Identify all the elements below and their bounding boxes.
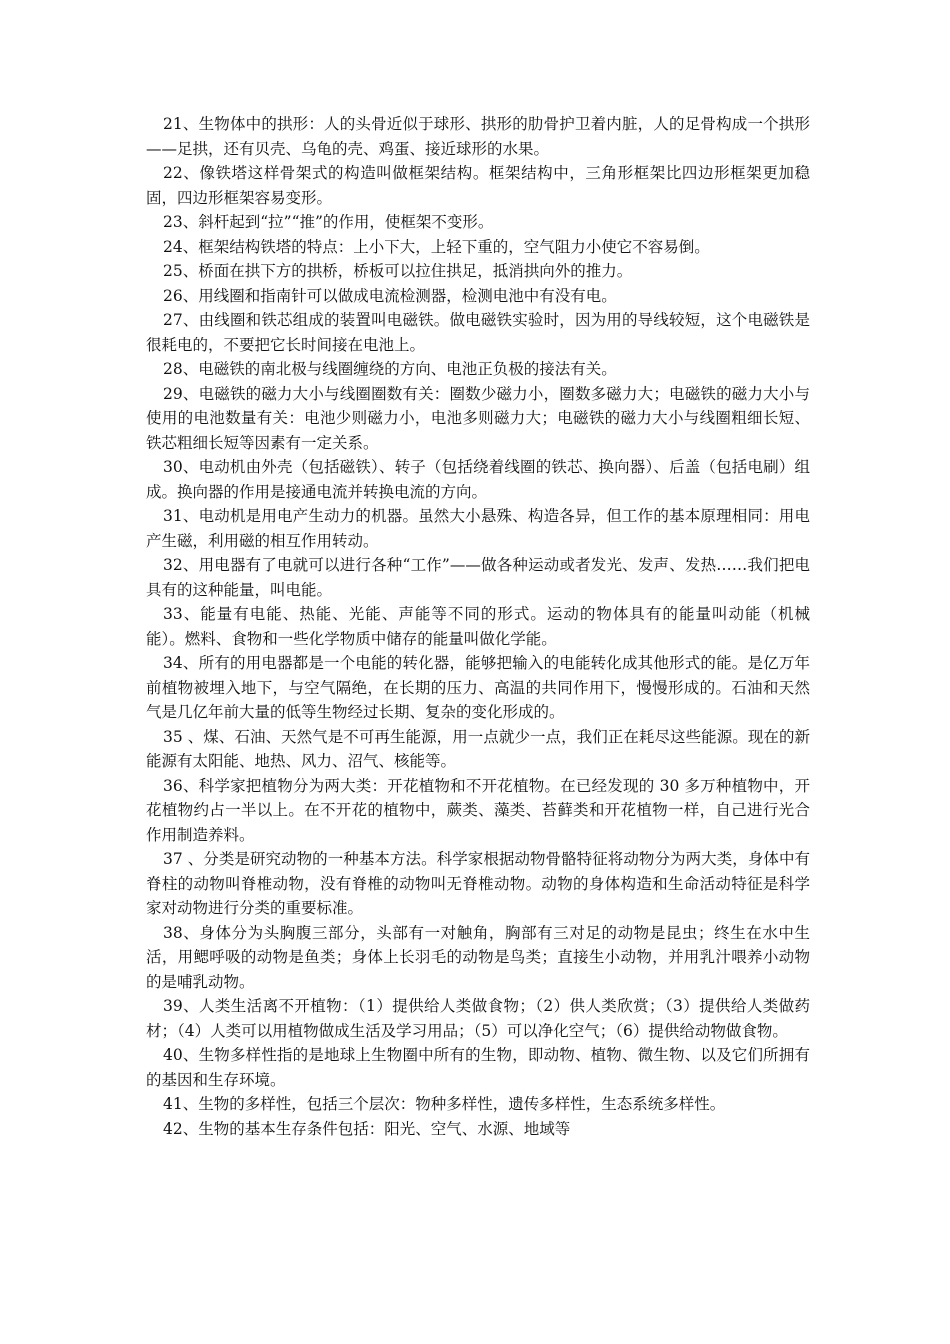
document-body <box>146 112 810 1141</box>
list-item: 38、身体分为头胸腹三部分，头部有一对触角，胸部有三对足的动物是昆虫；终生在水中生活，用鳃呼吸的动物是鱼类；身体上长羽毛的动物是鸟类；直接生小动物，并用乳汁喂养小动物的是哺乳动物。 <box>146 923 810 991</box>
list-item: 27、由线圈和铁芯组成的装置叫电磁铁。做电磁铁实验时，因为用的导线较短，这个电磁铁是很耗电的，不要把它长时间接在电池上。 <box>146 311 810 354</box>
list-item: 36、科学家把植物分为两大类：开花植物和不开花植物。在已经发现的 30 多万种植物中，开花植物约占一半以上。在不开花的植物中，蕨类、藻类、苔藓类和开花植物一样，自己进行光合作用制造养料。 <box>146 776 810 844</box>
list-item: 30、电动机由外壳（包括磁铁）、转子（包括绕着线圈的铁芯、换向器）、后盖（包括电刷）组成。换向器的作用是接通电流并转换电流的方向。 <box>146 458 810 501</box>
list-item: 39、人类生活离不开植物：（1）提供给人类做食物；（2）供人类欣赏；（3）提供给人类做药材；（4）人类可以用植物做成生活及学习用品；（5）可以净化空气；（6）提供给动物做食物。 <box>146 997 810 1040</box>
list-item: 40、生物多样性指的是地球上生物圈中所有的生物，即动物、植物、微生物、以及它们所拥有的基因和生存环境。 <box>146 1046 810 1089</box>
list-item: 32、用电器有了电就可以进行各种“工作”——做各种运动或者发光、发声、发热……我们把电具有的这种能量，叫电能。 <box>146 556 810 599</box>
list-item: 33、能量有电能、热能、光能、声能等不同的形式。运动的物体具有的能量叫动能（机械能）。燃料、食物和一些化学物质中储存的能量叫做化学能。 <box>146 605 810 648</box>
list-item: 29、电磁铁的磁力大小与线圈圈数有关：圈数少磁力小，圈数多磁力大；电磁铁的磁力大小与使用的电池数量有关：电池少则磁力小，电池多则磁力大；电磁铁的磁力大小与线圈粗细长短、铁芯粗细长短等因素有一定关系。 <box>146 384 810 452</box>
list-item: 25、桥面在拱下方的拱桥，桥板可以拉住拱足，抵消拱向外的推力。 <box>163 262 633 280</box>
list-item: 42、生物的基本生存条件包括：阳光、空气、水源、地域等 <box>163 1119 571 1138</box>
list-item: 31、电动机是用电产生动力的机器。虽然大小悬殊、构造各异，但工作的基本原理相同：用电产生磁，利用磁的相互作用转动。 <box>146 507 810 550</box>
list-item: 24、框架结构铁塔的特点：上小下大，上轻下重的，空气阻力小使它不容易倒。 <box>163 237 710 256</box>
list-item: 34、所有的用电器都是一个电能的转化器，能够把输入的电能转化成其他形式的能。是亿万年前植物被埋入地下，与空气隔绝，在长期的压力、高温的共同作用下，慢慢形成的。石油和天然气是几亿年前大量的低等生物经过长期、复杂的变化形成的。 <box>146 654 810 721</box>
list-item: 22、像铁塔这样骨架式的构造叫做框架结构。框架结构中，三角形框架比四边形框架更加稳固，四边形框架容易变形。 <box>146 164 810 207</box>
list-item: 37 、分类是研究动物的一种基本方法。科学家根据动物骨骼特征将动物分为两大类，身体中有脊柱的动物叫脊椎动物，没有脊椎的动物叫无脊椎动物。动物的身体构造和生命活动特征是科学家对动物进行分类的重要标准。 <box>146 850 810 917</box>
list-item: 28、电磁铁的南北极与线圈缠绕的方向、电池正负极的接法有关。 <box>163 360 617 378</box>
list-item: 23、斜杆起到“拉”“推”的作用，使框架不变形。 <box>163 213 494 231</box>
list-item: 35 、煤、石油、天然气是不可再生能源，用一点就少一点，我们正在耗尽这些能源。现在的新能源有太阳能、地热、风力、沼气、核能等。 <box>146 727 810 770</box>
list-item: 21、生物体中的拱形：人的头骨近似于球形、拱形的肋骨护卫着内脏，人的足骨构成一个拱形——足拱，还有贝壳、乌龟的壳、鸡蛋、接近球形的水果。 <box>146 115 810 158</box>
list-item: 41、生物的多样性，包括三个层次：物种多样性，遗传多样性，生态系统多样性。 <box>163 1095 726 1113</box>
list-item: 26、用线圈和指南针可以做成电流检测器，检测电池中有没有电。 <box>163 286 617 305</box>
